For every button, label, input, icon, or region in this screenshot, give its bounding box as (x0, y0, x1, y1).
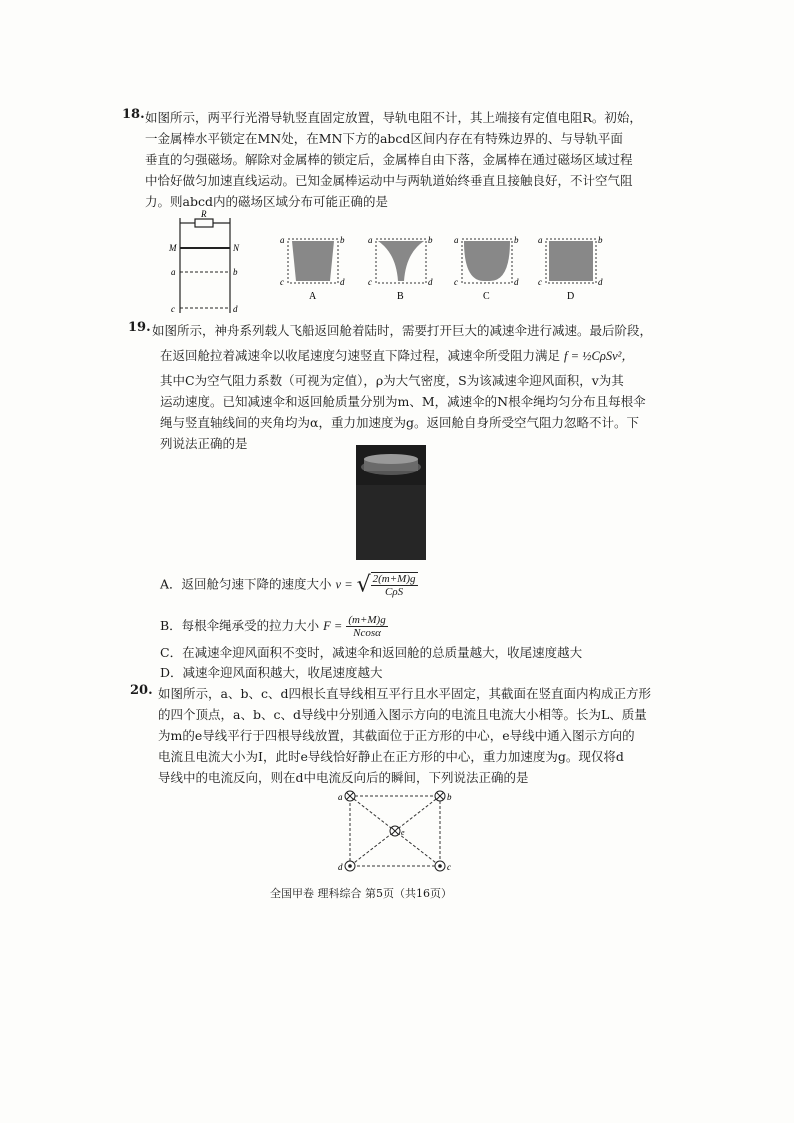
capsule-photo (356, 445, 426, 560)
q19-option-b-text: B．每根伞绳承受的拉力大小 (160, 618, 320, 633)
q19-option-a-v: v = (335, 577, 353, 592)
q19-line-3: 其中C为空气阻力系数（可视为定值），ρ为大气密度，S为该减速伞迎风面积，v为其 (160, 373, 624, 388)
svg-text:a: a (368, 235, 373, 245)
q19-formula-f: f = ½CρSv²， (564, 349, 634, 363)
svg-text:d: d (340, 277, 345, 287)
svg-text:d: d (428, 277, 433, 287)
q19-line-6: 列说法正确的是 (160, 436, 248, 451)
option-c-label: C (483, 291, 490, 302)
q18-number: 18. (122, 107, 145, 122)
q20-line-4: 电流且电流大小为I，此时e导线恰好静止在正方形的中心，重力加速度为g。现仅将d (158, 749, 624, 764)
q19-option-b-formula (346, 614, 387, 639)
label-M: M (169, 243, 177, 253)
q18-line-4: 中恰好做匀加速直线运动。已知金属棒运动中与两轨道始终垂直且接触良好，不计空气阻 (145, 173, 633, 188)
q19-option-b-denominator: Ncosα (353, 627, 381, 639)
q19-line-2 (160, 346, 634, 364)
svg-text:c: c (280, 277, 284, 287)
q19-line-4: 运动速度。已知减速伞和返回舱质量分别为m、M，减速伞的N根伞绳均匀分布且每根伞 (160, 394, 646, 409)
label-a: a (171, 267, 176, 277)
label-c: c (171, 304, 175, 314)
q19-option-a-denominator: CρS (385, 586, 404, 598)
q18-line-1: 如图所示，两平行光滑导轨竖直固定放置，导轨电阻不计，其上端接有定值电阻R。初始， (145, 110, 642, 125)
svg-text:d: d (598, 277, 603, 287)
q19-number: 19. (128, 320, 151, 335)
q18-option-a-diagram (278, 233, 350, 303)
label-R: R (201, 209, 207, 219)
wire-label-e: e (401, 828, 405, 837)
wire-label-c: c (447, 862, 451, 872)
q18-line-5: 力。则abcd内的磁场区域分布可能正确的是 (145, 194, 388, 209)
wire-label-a: a (338, 792, 343, 802)
q18-option-c-diagram (452, 233, 524, 303)
svg-text:b: b (340, 235, 345, 245)
q20-line-2: 的四个顶点，a、b、c、d导线中分别通入图示方向的电流且电流大小相等。长为L、质量 (158, 707, 647, 722)
label-N: N (233, 243, 240, 253)
svg-text:c: c (454, 277, 458, 287)
svg-text:c: c (538, 277, 542, 287)
q18-circuit-diagram (165, 208, 245, 318)
page-footer: 全国甲卷 理科综合 第5页（共16页） (270, 887, 452, 900)
wire-label-b: b (447, 792, 452, 802)
svg-text:a: a (454, 235, 459, 245)
q18-line-2: 一金属棒水平锁定在MN处，在MN下方的abcd区间内存在有特殊边界的、与导轨平面 (145, 131, 623, 146)
q19-option-a-formula (371, 572, 418, 598)
q19-line-5: 绳与竖直轴线间的夹角均为α，重力加速度为g。返回舱自身所受空气阻力忽略不计。下 (160, 415, 639, 430)
svg-text:d: d (514, 277, 519, 287)
q19-option-b-numerator: (m+M)g (348, 614, 386, 626)
label-b: b (233, 267, 238, 277)
q19-option-d: D．减速伞迎风面积越大，收尾速度越大 (160, 665, 383, 680)
sqrt-icon: √ (356, 572, 371, 598)
q19-option-c: C．在减速伞迎风面积不变时，减速伞和返回舱的总质量越大，收尾速度越大 (160, 645, 583, 660)
option-b-label: B (397, 291, 404, 302)
q19-option-a-text: A．返回舱匀速下降的速度大小 (160, 576, 332, 592)
option-a-label: A (309, 291, 317, 302)
q20-line-5: 导线中的电流反向，则在d中电流反向后的瞬间，下列说法正确的是 (158, 770, 529, 785)
q20-line-3: 为m的e导线平行于四根导线放置，其截面位于正方形的中心，e导线中通入图示方向的 (158, 728, 635, 743)
q19-option-a (160, 572, 418, 598)
svg-text:b: b (428, 235, 433, 245)
q19-option-a-numerator: 2(m+M)g (372, 573, 416, 585)
q18-option-d-diagram (536, 233, 608, 303)
q19-line-1: 如图所示，神舟系列载人飞船返回舱着陆时，需要打开巨大的减速伞进行减速。最后阶段， (152, 323, 653, 338)
svg-text:b: b (598, 235, 603, 245)
q20-wire-diagram (330, 790, 460, 875)
q19-option-b (160, 614, 388, 639)
q18-option-b-diagram (366, 233, 438, 303)
option-d-label: D (567, 291, 575, 302)
svg-text:b: b (514, 235, 519, 245)
q19-option-b-f: F = (323, 619, 343, 633)
svg-text:a: a (280, 235, 285, 245)
q18-line-3: 垂直的匀强磁场。解除对金属棒的锁定后，金属棒自由下落，金属棒在通过磁场区域过程 (145, 152, 633, 167)
wire-label-d: d (338, 862, 343, 872)
q20-line-1: 如图所示，a、b、c、d四根长直导线相互平行且水平固定，其截面在竖直面内构成正方形 (158, 686, 651, 701)
svg-text:c: c (368, 277, 372, 287)
label-d: d (233, 304, 238, 314)
q20-number: 20. (130, 683, 153, 698)
q19-line-2-text: 在返回舱拉着减速伞以收尾速度匀速竖直下降过程，减速伞所受阻力满足 (160, 348, 561, 363)
svg-text:a: a (538, 235, 543, 245)
